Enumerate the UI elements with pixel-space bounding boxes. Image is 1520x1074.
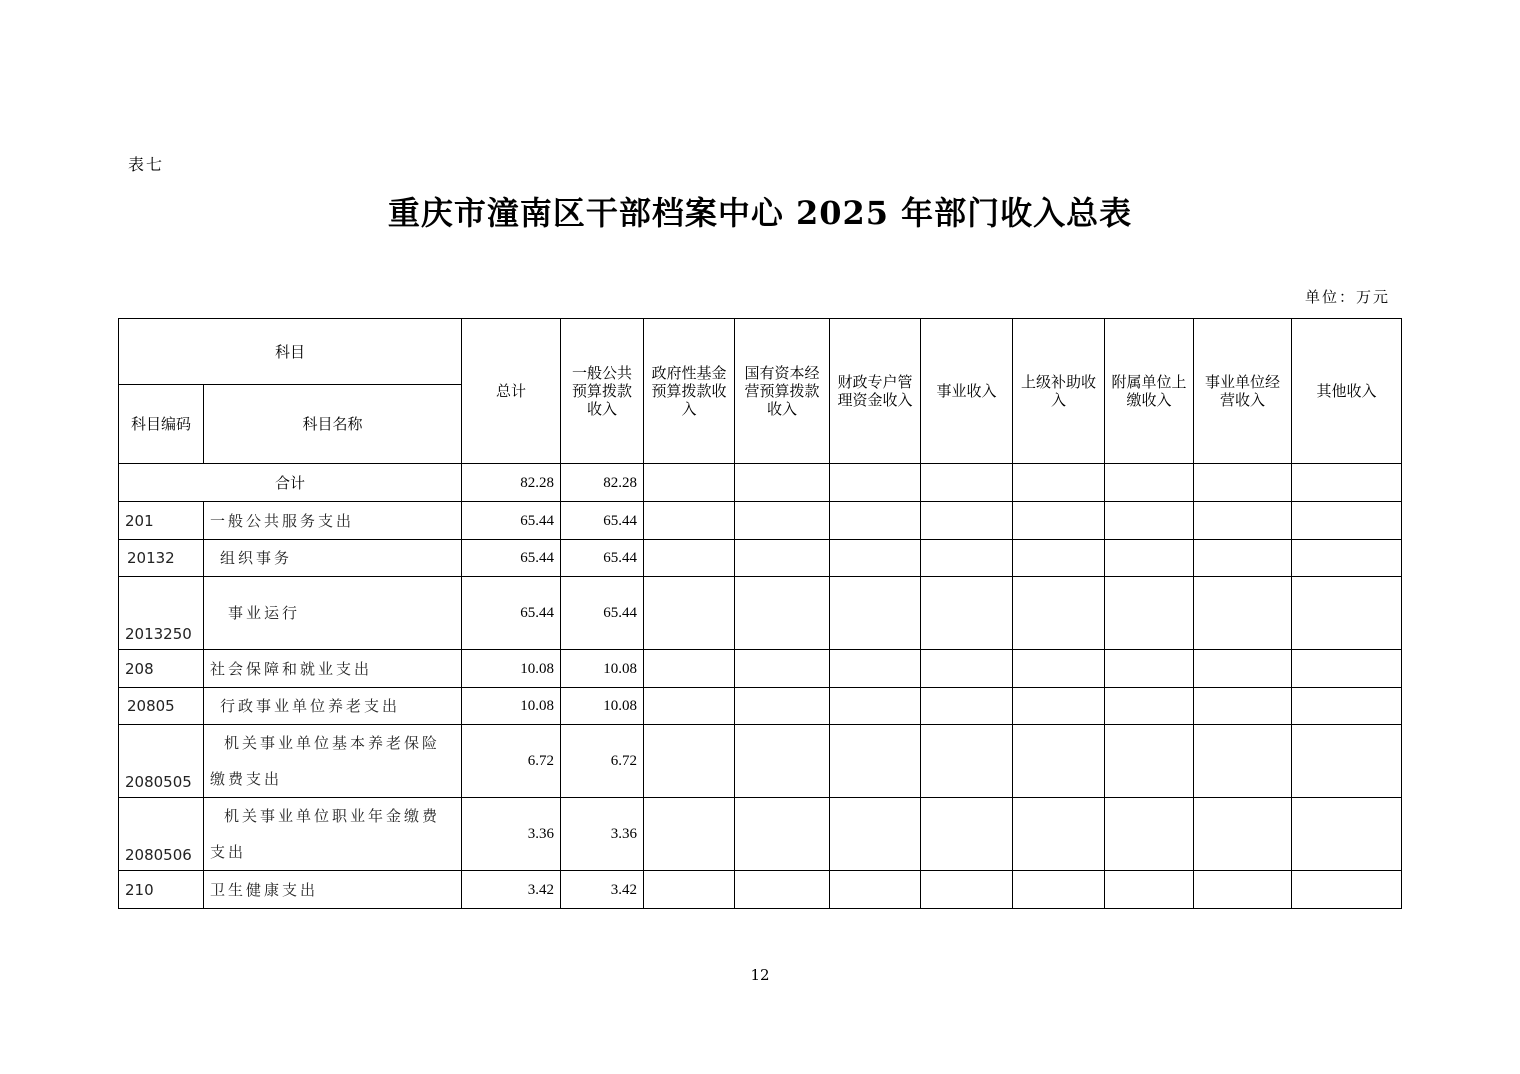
empty-cell [830, 725, 921, 798]
unit-label: 单位：万元 [1304, 288, 1390, 306]
row-general: 10.08 [561, 650, 644, 688]
empty-cell [1194, 688, 1292, 725]
total-total: 82.28 [462, 464, 561, 502]
empty-cell [644, 464, 735, 502]
subject-name: 一般公共服务支出 [204, 502, 462, 540]
empty-cell [735, 650, 830, 688]
table-row [119, 650, 1402, 688]
header-fiscal-special-text: 财政专户管理资金收入 [837, 373, 913, 409]
row-total: 6.72 [462, 725, 561, 798]
table-row [119, 540, 1402, 577]
row-general: 6.72 [561, 725, 644, 798]
subject-name: 行政事业单位养老支出 [204, 688, 462, 725]
header-operating-text: 事业单位经营收入 [1205, 373, 1281, 409]
subject-code: 208 [119, 650, 204, 688]
subject-name: 卫生健康支出 [204, 871, 462, 909]
empty-cell [644, 502, 735, 540]
table-label: 表七 [128, 155, 165, 174]
empty-cell [830, 650, 921, 688]
empty-cell [921, 688, 1013, 725]
empty-cell [1194, 540, 1292, 577]
empty-cell [1013, 871, 1105, 909]
header-gov-fund [644, 319, 735, 464]
empty-cell [644, 798, 735, 871]
empty-cell [1013, 798, 1105, 871]
empty-cell [1105, 464, 1194, 502]
empty-cell [1105, 650, 1194, 688]
subject-name-text: 机关事业单位基本养老保险缴费支出 [210, 734, 441, 788]
empty-cell [644, 688, 735, 725]
row-total: 65.44 [462, 540, 561, 577]
empty-cell [1013, 464, 1105, 502]
subject-code: 2013250 [119, 577, 204, 650]
empty-cell [1105, 871, 1194, 909]
empty-cell [1105, 798, 1194, 871]
header-higher-subsidy-text: 上级补助收入 [1021, 373, 1097, 409]
table-row [119, 688, 1402, 725]
empty-cell [921, 871, 1013, 909]
header-subject-name: 科目名称 [204, 385, 462, 464]
header-state-capital [735, 319, 830, 464]
subject-name: 社会保障和就业支出 [204, 650, 462, 688]
empty-cell [921, 577, 1013, 650]
empty-cell [644, 650, 735, 688]
header-subject-code: 科目编码 [119, 385, 204, 464]
table-row [119, 725, 1402, 798]
empty-cell [1194, 577, 1292, 650]
header-general-budget-text: 一般公共预算拨款收入 [572, 364, 633, 418]
empty-cell [830, 502, 921, 540]
subject-code: 2080505 [119, 725, 204, 798]
table-row [119, 798, 1402, 871]
empty-cell [1292, 577, 1402, 650]
header-operating [1194, 319, 1292, 464]
empty-cell [1292, 464, 1402, 502]
empty-cell [644, 871, 735, 909]
empty-cell [1013, 725, 1105, 798]
empty-cell [830, 464, 921, 502]
subject-code: 210 [119, 871, 204, 909]
subject-code: 201 [119, 502, 204, 540]
empty-cell [1013, 502, 1105, 540]
total-general: 82.28 [561, 464, 644, 502]
total-label: 合计 [119, 464, 462, 502]
empty-cell [735, 798, 830, 871]
header-gov-fund-text: 政府性基金预算拨款收入 [651, 364, 727, 418]
empty-cell [1194, 464, 1292, 502]
empty-cell [1194, 725, 1292, 798]
empty-cell [1292, 798, 1402, 871]
subject-code: 2080506 [119, 798, 204, 871]
row-total: 10.08 [462, 650, 561, 688]
empty-cell [1292, 688, 1402, 725]
empty-cell [644, 725, 735, 798]
empty-cell [1292, 540, 1402, 577]
subject-name-text: 机关事业单位职业年金缴费支出 [210, 807, 441, 861]
income-table [118, 318, 1402, 909]
empty-cell [1292, 725, 1402, 798]
empty-cell [1105, 577, 1194, 650]
empty-cell [1105, 540, 1194, 577]
empty-cell [1292, 871, 1402, 909]
header-business-income: 事业收入 [921, 319, 1013, 464]
empty-cell [735, 871, 830, 909]
subject-name [204, 725, 462, 798]
empty-cell [1105, 725, 1194, 798]
empty-cell [921, 464, 1013, 502]
empty-cell [921, 502, 1013, 540]
empty-cell [735, 540, 830, 577]
header-general-budget [561, 319, 644, 464]
empty-cell [921, 540, 1013, 577]
row-general: 65.44 [561, 577, 644, 650]
empty-cell [735, 502, 830, 540]
table-row [119, 577, 1402, 650]
empty-cell [830, 688, 921, 725]
empty-cell [830, 540, 921, 577]
page-title: 重庆市潼南区干部档案中心 2025 年部门收入总表 [387, 194, 1133, 232]
header-state-capital-text: 国有资本经营预算拨款收入 [744, 364, 820, 418]
empty-cell [1013, 577, 1105, 650]
empty-cell [1013, 540, 1105, 577]
row-general: 65.44 [561, 502, 644, 540]
row-total: 65.44 [462, 577, 561, 650]
empty-cell [644, 540, 735, 577]
row-total: 10.08 [462, 688, 561, 725]
row-total: 65.44 [462, 502, 561, 540]
empty-cell [1105, 502, 1194, 540]
empty-cell [1013, 650, 1105, 688]
subject-code: 20132 [119, 540, 204, 577]
empty-cell [921, 725, 1013, 798]
empty-cell [1194, 798, 1292, 871]
row-total: 3.36 [462, 798, 561, 871]
empty-cell [830, 798, 921, 871]
header-higher-subsidy [1013, 319, 1105, 464]
header-affiliated-text: 附属单位上缴收入 [1111, 373, 1187, 409]
empty-cell [921, 798, 1013, 871]
empty-cell [644, 577, 735, 650]
header-other: 其他收入 [1292, 319, 1402, 464]
empty-cell [1292, 650, 1402, 688]
subject-name: 事业运行 [204, 577, 462, 650]
row-general: 3.42 [561, 871, 644, 909]
row-general: 65.44 [561, 540, 644, 577]
empty-cell [735, 688, 830, 725]
empty-cell [830, 871, 921, 909]
header-fiscal-special [830, 319, 921, 464]
empty-cell [921, 650, 1013, 688]
subject-code: 20805 [119, 688, 204, 725]
subject-name [204, 798, 462, 871]
header-total: 总计 [462, 319, 561, 464]
table-row [119, 502, 1402, 540]
total-row [119, 464, 1402, 502]
empty-cell [1194, 650, 1292, 688]
page-number: 12 [750, 966, 770, 984]
header-subject: 科目 [119, 319, 462, 385]
empty-cell [1194, 502, 1292, 540]
empty-cell [1194, 871, 1292, 909]
empty-cell [735, 464, 830, 502]
subject-name: 组织事务 [204, 540, 462, 577]
empty-cell [830, 577, 921, 650]
empty-cell [1105, 688, 1194, 725]
empty-cell [735, 725, 830, 798]
row-general: 10.08 [561, 688, 644, 725]
row-total: 3.42 [462, 871, 561, 909]
table-row [119, 871, 1402, 909]
empty-cell [735, 577, 830, 650]
empty-cell [1292, 502, 1402, 540]
row-general: 3.36 [561, 798, 644, 871]
header-affiliated [1105, 319, 1194, 464]
empty-cell [1013, 688, 1105, 725]
